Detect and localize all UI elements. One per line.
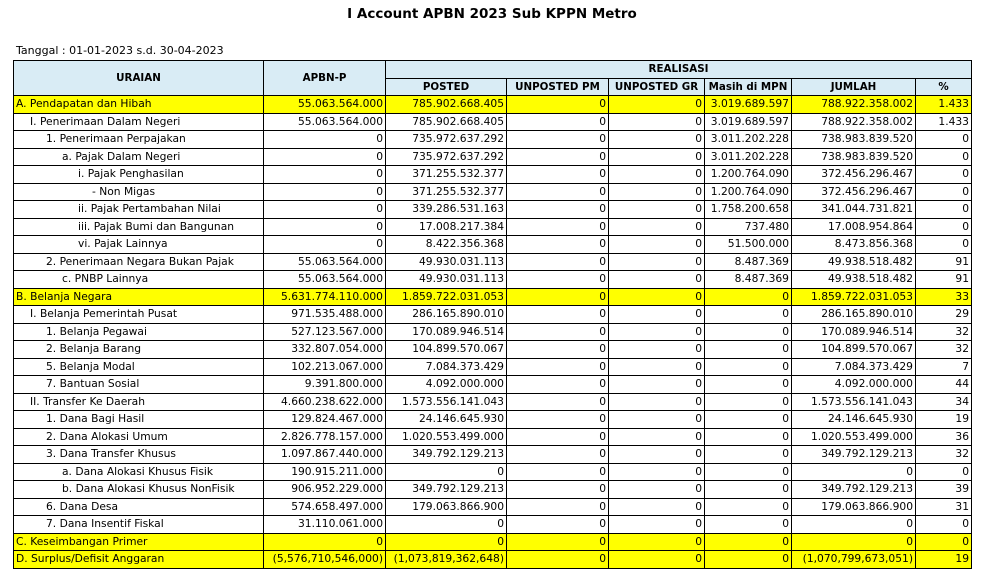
cell-apbn: 2.826.778.157.000 <box>264 428 386 446</box>
cell-unposted-gr: 0 <box>609 253 705 271</box>
table-row <box>14 96 972 114</box>
cell-masih-mpn: 737.480 <box>705 218 792 236</box>
cell-unposted-gr: 0 <box>609 446 705 464</box>
cell-posted: 339.286.531.163 <box>386 201 507 219</box>
table-row <box>14 411 972 429</box>
cell-uraian: 6. Dana Desa <box>14 498 264 516</box>
cell-posted: 371.255.532.377 <box>386 166 507 184</box>
cell-unposted-pm: 0 <box>507 551 609 569</box>
header-uraian: URAIAN <box>14 61 264 96</box>
table-row <box>14 428 972 446</box>
cell-masih-mpn: 3.019.689.597 <box>705 113 792 131</box>
cell-unposted-pm: 0 <box>507 428 609 446</box>
cell-posted: 24.146.645.930 <box>386 411 507 429</box>
cell-unposted-pm: 0 <box>507 113 609 131</box>
cell-jumlah: 0 <box>792 516 916 534</box>
table-row <box>14 183 972 201</box>
cell-percent: 0 <box>916 533 972 551</box>
table-row <box>14 218 972 236</box>
cell-masih-mpn: 8.487.369 <box>705 271 792 289</box>
header-unposted-gr: UNPOSTED GR <box>609 78 705 96</box>
cell-percent: 0 <box>916 236 972 254</box>
cell-jumlah: 49.938.518.482 <box>792 253 916 271</box>
cell-apbn: 527.123.567.000 <box>264 323 386 341</box>
cell-posted: 49.930.031.113 <box>386 253 507 271</box>
cell-percent: 0 <box>916 131 972 149</box>
table-row <box>14 376 972 394</box>
cell-posted: 286.165.890.010 <box>386 306 507 324</box>
table-row <box>14 253 972 271</box>
cell-jumlah: 372.456.296.467 <box>792 166 916 184</box>
cell-jumlah: 1.573.556.141.043 <box>792 393 916 411</box>
table-row <box>14 306 972 324</box>
cell-percent: 91 <box>916 253 972 271</box>
cell-apbn: 190.915.211.000 <box>264 463 386 481</box>
cell-percent: 29 <box>916 306 972 324</box>
header-apbn: APBN-P <box>264 61 386 96</box>
cell-apbn: 55.063.564.000 <box>264 253 386 271</box>
cell-posted: 179.063.866.900 <box>386 498 507 516</box>
cell-unposted-pm: 0 <box>507 218 609 236</box>
cell-apbn: 0 <box>264 533 386 551</box>
cell-apbn: 971.535.488.000 <box>264 306 386 324</box>
table-row <box>14 113 972 131</box>
cell-uraian: 2. Belanja Barang <box>14 341 264 359</box>
cell-percent: 32 <box>916 446 972 464</box>
cell-unposted-pm: 0 <box>507 288 609 306</box>
cell-uraian: I. Belanja Pemerintah Pusat <box>14 306 264 324</box>
cell-posted: 735.972.637.292 <box>386 131 507 149</box>
cell-apbn: 0 <box>264 183 386 201</box>
cell-percent: 7 <box>916 358 972 376</box>
cell-masih-mpn: 0 <box>705 288 792 306</box>
cell-unposted-gr: 0 <box>609 218 705 236</box>
cell-unposted-pm: 0 <box>507 446 609 464</box>
cell-unposted-pm: 0 <box>507 358 609 376</box>
table-row <box>14 463 972 481</box>
cell-jumlah: 104.899.570.067 <box>792 341 916 359</box>
cell-uraian: 7. Bantuan Sosial <box>14 376 264 394</box>
cell-apbn: 0 <box>264 166 386 184</box>
cell-uraian: I. Penerimaan Dalam Negeri <box>14 113 264 131</box>
cell-jumlah: 170.089.946.514 <box>792 323 916 341</box>
cell-uraian: b. Dana Alokasi Khusus NonFisik <box>14 481 264 499</box>
cell-uraian: 1. Penerimaan Perpajakan <box>14 131 264 149</box>
cell-percent: 0 <box>916 218 972 236</box>
cell-percent: 33 <box>916 288 972 306</box>
cell-percent: 0 <box>916 183 972 201</box>
cell-unposted-pm: 0 <box>507 236 609 254</box>
cell-apbn: 332.807.054.000 <box>264 341 386 359</box>
table-row <box>14 393 972 411</box>
cell-jumlah: 286.165.890.010 <box>792 306 916 324</box>
cell-unposted-pm: 0 <box>507 183 609 201</box>
cell-uraian: - Non Migas <box>14 183 264 201</box>
cell-posted: 785.902.668.405 <box>386 113 507 131</box>
cell-masih-mpn: 3.011.202.228 <box>705 131 792 149</box>
cell-percent: 91 <box>916 271 972 289</box>
cell-jumlah: 17.008.954.864 <box>792 218 916 236</box>
cell-unposted-pm: 0 <box>507 131 609 149</box>
table-row <box>14 446 972 464</box>
cell-unposted-gr: 0 <box>609 481 705 499</box>
cell-uraian: 1. Belanja Pegawai <box>14 323 264 341</box>
cell-unposted-pm: 0 <box>507 253 609 271</box>
cell-posted: 735.972.637.292 <box>386 148 507 166</box>
cell-unposted-gr: 0 <box>609 376 705 394</box>
cell-uraian: 5. Belanja Modal <box>14 358 264 376</box>
table-row <box>14 358 972 376</box>
cell-posted: 0 <box>386 516 507 534</box>
table-row <box>14 131 972 149</box>
cell-unposted-gr: 0 <box>609 166 705 184</box>
cell-posted: 371.255.532.377 <box>386 183 507 201</box>
cell-uraian: ii. Pajak Pertambahan Nilai <box>14 201 264 219</box>
cell-percent: 34 <box>916 393 972 411</box>
table-row <box>14 498 972 516</box>
cell-jumlah: 24.146.645.930 <box>792 411 916 429</box>
cell-unposted-pm: 0 <box>507 376 609 394</box>
cell-apbn: (5,576,710,546,000) <box>264 551 386 569</box>
date-range: Tanggal : 01-01-2023 s.d. 30-04-2023 <box>16 44 224 57</box>
cell-jumlah: 1.859.722.031.053 <box>792 288 916 306</box>
cell-unposted-gr: 0 <box>609 271 705 289</box>
cell-masih-mpn: 3.019.689.597 <box>705 96 792 114</box>
cell-unposted-pm: 0 <box>507 516 609 534</box>
cell-uraian: a. Dana Alokasi Khusus Fisik <box>14 463 264 481</box>
cell-unposted-gr: 0 <box>609 288 705 306</box>
cell-apbn: 0 <box>264 201 386 219</box>
cell-apbn: 31.110.061.000 <box>264 516 386 534</box>
cell-apbn: 906.952.229.000 <box>264 481 386 499</box>
cell-unposted-gr: 0 <box>609 148 705 166</box>
cell-percent: 0 <box>916 201 972 219</box>
cell-apbn: 5.631.774.110.000 <box>264 288 386 306</box>
cell-percent: 0 <box>916 148 972 166</box>
cell-masih-mpn: 3.011.202.228 <box>705 148 792 166</box>
table-body <box>14 96 972 569</box>
cell-uraian: iii. Pajak Bumi dan Bangunan <box>14 218 264 236</box>
cell-percent: 0 <box>916 463 972 481</box>
cell-posted: 785.902.668.405 <box>386 96 507 114</box>
cell-unposted-pm: 0 <box>507 411 609 429</box>
cell-percent: 0 <box>916 166 972 184</box>
table-row <box>14 516 972 534</box>
cell-unposted-pm: 0 <box>507 96 609 114</box>
cell-uraian: c. PNBP Lainnya <box>14 271 264 289</box>
cell-jumlah: 7.084.373.429 <box>792 358 916 376</box>
cell-percent: 19 <box>916 411 972 429</box>
cell-uraian: B. Belanja Negara <box>14 288 264 306</box>
cell-unposted-pm: 0 <box>507 306 609 324</box>
header-masih-mpn: Masih di MPN <box>705 78 792 96</box>
cell-jumlah: 179.063.866.900 <box>792 498 916 516</box>
cell-posted: 0 <box>386 463 507 481</box>
cell-unposted-gr: 0 <box>609 428 705 446</box>
cell-percent: 0 <box>916 516 972 534</box>
cell-uraian: 3. Dana Transfer Khusus <box>14 446 264 464</box>
cell-jumlah: 0 <box>792 463 916 481</box>
cell-uraian: D. Surplus/Defisit Anggaran <box>14 551 264 569</box>
cell-masih-mpn: 0 <box>705 323 792 341</box>
cell-masih-mpn: 51.500.000 <box>705 236 792 254</box>
cell-masih-mpn: 0 <box>705 446 792 464</box>
cell-unposted-pm: 0 <box>507 481 609 499</box>
cell-posted: 104.899.570.067 <box>386 341 507 359</box>
cell-masih-mpn: 1.200.764.090 <box>705 183 792 201</box>
cell-posted: 17.008.217.384 <box>386 218 507 236</box>
cell-jumlah: 341.044.731.821 <box>792 201 916 219</box>
cell-posted: 7.084.373.429 <box>386 358 507 376</box>
cell-posted: 0 <box>386 533 507 551</box>
cell-posted: 349.792.129.213 <box>386 481 507 499</box>
cell-masih-mpn: 8.487.369 <box>705 253 792 271</box>
table-row <box>14 551 972 569</box>
cell-jumlah: 4.092.000.000 <box>792 376 916 394</box>
cell-percent: 1.433 <box>916 96 972 114</box>
cell-uraian: a. Pajak Dalam Negeri <box>14 148 264 166</box>
cell-masih-mpn: 0 <box>705 463 792 481</box>
header-percent: % <box>916 78 972 96</box>
cell-apbn: 55.063.564.000 <box>264 113 386 131</box>
cell-percent: 32 <box>916 323 972 341</box>
cell-percent: 36 <box>916 428 972 446</box>
cell-unposted-gr: 0 <box>609 463 705 481</box>
table-row <box>14 148 972 166</box>
cell-unposted-gr: 0 <box>609 201 705 219</box>
cell-unposted-pm: 0 <box>507 463 609 481</box>
cell-unposted-gr: 0 <box>609 393 705 411</box>
cell-masih-mpn: 0 <box>705 498 792 516</box>
cell-unposted-pm: 0 <box>507 148 609 166</box>
cell-jumlah: 372.456.296.467 <box>792 183 916 201</box>
cell-uraian: A. Pendapatan dan Hibah <box>14 96 264 114</box>
cell-posted: 49.930.031.113 <box>386 271 507 289</box>
cell-uraian: II. Transfer Ke Daerah <box>14 393 264 411</box>
cell-unposted-gr: 0 <box>609 236 705 254</box>
cell-apbn: 0 <box>264 148 386 166</box>
cell-apbn: 129.824.467.000 <box>264 411 386 429</box>
cell-jumlah: 738.983.839.520 <box>792 148 916 166</box>
cell-unposted-pm: 0 <box>507 323 609 341</box>
cell-masih-mpn: 0 <box>705 341 792 359</box>
cell-unposted-gr: 0 <box>609 183 705 201</box>
cell-masih-mpn: 0 <box>705 533 792 551</box>
cell-jumlah: 788.922.358.002 <box>792 96 916 114</box>
cell-jumlah: 49.938.518.482 <box>792 271 916 289</box>
cell-percent: 32 <box>916 341 972 359</box>
cell-unposted-pm: 0 <box>507 166 609 184</box>
cell-apbn: 0 <box>264 236 386 254</box>
cell-apbn: 102.213.067.000 <box>264 358 386 376</box>
cell-masih-mpn: 1.200.764.090 <box>705 166 792 184</box>
table-row <box>14 236 972 254</box>
header-realisasi: REALISASI <box>386 61 972 79</box>
cell-masih-mpn: 0 <box>705 306 792 324</box>
cell-posted: 1.020.553.499.000 <box>386 428 507 446</box>
cell-unposted-gr: 0 <box>609 533 705 551</box>
cell-percent: 39 <box>916 481 972 499</box>
cell-unposted-gr: 0 <box>609 516 705 534</box>
cell-apbn: 55.063.564.000 <box>264 271 386 289</box>
cell-unposted-pm: 0 <box>507 533 609 551</box>
cell-jumlah: 349.792.129.213 <box>792 446 916 464</box>
table-row <box>14 341 972 359</box>
cell-uraian: 7. Dana Insentif Fiskal <box>14 516 264 534</box>
cell-uraian: 2. Dana Alokasi Umum <box>14 428 264 446</box>
cell-masih-mpn: 0 <box>705 393 792 411</box>
cell-jumlah: 0 <box>792 533 916 551</box>
header-jumlah: JUMLAH <box>792 78 916 96</box>
cell-percent: 31 <box>916 498 972 516</box>
cell-jumlah: 1.020.553.499.000 <box>792 428 916 446</box>
table-row <box>14 201 972 219</box>
cell-jumlah: 788.922.358.002 <box>792 113 916 131</box>
cell-apbn: 574.658.497.000 <box>264 498 386 516</box>
header-posted: POSTED <box>386 78 507 96</box>
table-row <box>14 533 972 551</box>
cell-apbn: 0 <box>264 131 386 149</box>
budget-table <box>13 60 972 569</box>
cell-unposted-gr: 0 <box>609 131 705 149</box>
cell-jumlah: (1,070,799,673,051) <box>792 551 916 569</box>
table-header <box>14 61 972 96</box>
cell-masih-mpn: 0 <box>705 516 792 534</box>
cell-apbn: 9.391.800.000 <box>264 376 386 394</box>
cell-posted: 170.089.946.514 <box>386 323 507 341</box>
cell-unposted-gr: 0 <box>609 341 705 359</box>
cell-masih-mpn: 0 <box>705 481 792 499</box>
cell-unposted-gr: 0 <box>609 306 705 324</box>
cell-apbn: 55.063.564.000 <box>264 96 386 114</box>
cell-posted: 4.092.000.000 <box>386 376 507 394</box>
cell-unposted-pm: 0 <box>507 341 609 359</box>
cell-unposted-gr: 0 <box>609 323 705 341</box>
cell-masih-mpn: 0 <box>705 411 792 429</box>
cell-uraian: 1. Dana Bagi Hasil <box>14 411 264 429</box>
cell-apbn: 1.097.867.440.000 <box>264 446 386 464</box>
cell-masih-mpn: 0 <box>705 428 792 446</box>
table-row <box>14 166 972 184</box>
cell-unposted-pm: 0 <box>507 201 609 219</box>
cell-percent: 1.433 <box>916 113 972 131</box>
cell-apbn: 4.660.238.622.000 <box>264 393 386 411</box>
cell-masih-mpn: 0 <box>705 376 792 394</box>
cell-jumlah: 8.473.856.368 <box>792 236 916 254</box>
report-title: I Account APBN 2023 Sub KPPN Metro <box>347 6 637 22</box>
cell-unposted-pm: 0 <box>507 271 609 289</box>
cell-posted: (1,073,819,362,648) <box>386 551 507 569</box>
table-row <box>14 323 972 341</box>
cell-jumlah: 738.983.839.520 <box>792 131 916 149</box>
cell-unposted-gr: 0 <box>609 358 705 376</box>
table-row <box>14 481 972 499</box>
cell-posted: 1.573.556.141.043 <box>386 393 507 411</box>
cell-apbn: 0 <box>264 218 386 236</box>
cell-percent: 19 <box>916 551 972 569</box>
cell-uraian: vi. Pajak Lainnya <box>14 236 264 254</box>
cell-masih-mpn: 0 <box>705 358 792 376</box>
table-row <box>14 288 972 306</box>
cell-unposted-gr: 0 <box>609 411 705 429</box>
cell-uraian: C. Keseimbangan Primer <box>14 533 264 551</box>
cell-posted: 1.859.722.031.053 <box>386 288 507 306</box>
cell-percent: 44 <box>916 376 972 394</box>
cell-unposted-pm: 0 <box>507 393 609 411</box>
cell-posted: 8.422.356.368 <box>386 236 507 254</box>
cell-masih-mpn: 0 <box>705 551 792 569</box>
cell-uraian: 2. Penerimaan Negara Bukan Pajak <box>14 253 264 271</box>
cell-uraian: i. Pajak Penghasilan <box>14 166 264 184</box>
cell-unposted-gr: 0 <box>609 96 705 114</box>
cell-unposted-gr: 0 <box>609 113 705 131</box>
cell-unposted-gr: 0 <box>609 498 705 516</box>
cell-unposted-pm: 0 <box>507 498 609 516</box>
cell-masih-mpn: 1.758.200.658 <box>705 201 792 219</box>
table-row <box>14 271 972 289</box>
cell-unposted-gr: 0 <box>609 551 705 569</box>
cell-posted: 349.792.129.213 <box>386 446 507 464</box>
cell-jumlah: 349.792.129.213 <box>792 481 916 499</box>
header-unposted-pm: UNPOSTED PM <box>507 78 609 96</box>
